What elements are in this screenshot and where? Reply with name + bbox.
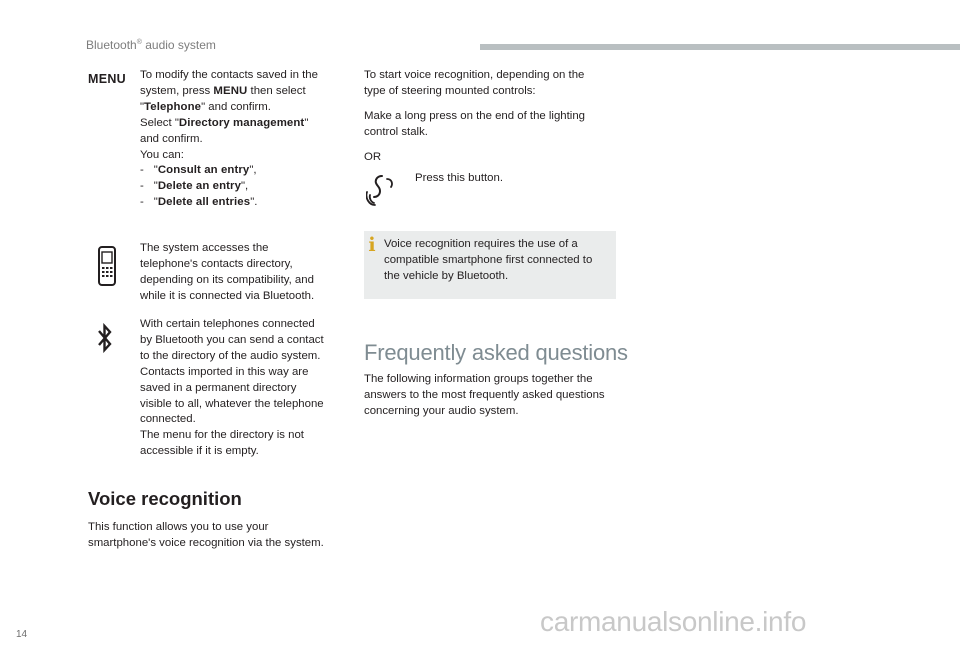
voice-button-icon (366, 172, 402, 206)
faq-heading: Frequently asked questions (364, 340, 628, 365)
press-button-text: Press this button. (415, 172, 504, 184)
faq-text: The following information groups together the answers to the most frequently asked questions concerning your audio system. (364, 373, 605, 417)
info-text: Voice recognition requires the use of a compatible smartphone first connected to the vehicle by Bluetooth. (384, 238, 593, 282)
start-voice-text: To start voice recognition, depending on the type of steering mounted controls: (364, 69, 585, 97)
bluetooth-icon (97, 323, 113, 353)
option-item: - "Consult an entry", (140, 164, 257, 177)
mobile-phone-icon (97, 246, 117, 286)
stalk-text: Make a long press on the end of the lighting control stalk. (364, 110, 585, 138)
option-item: - "Delete all entries". (140, 196, 258, 209)
info-icon: i (368, 234, 376, 256)
option-item: - "Delete an entry", (140, 180, 249, 193)
page-number: 14 (16, 629, 28, 640)
phone-directory-text: The system accesses the telephone's contacts directory, depending on its compatibility, and while it is connected via Bluetooth. (140, 242, 315, 302)
header-bar (480, 44, 960, 50)
menu-button-icon: MENU (88, 72, 127, 86)
section-header: Bluetooth® audio system (86, 38, 216, 52)
or-text: OR (364, 151, 382, 163)
bluetooth-contacts-text: With certain telephones connected by Bluetooth you can send a contact to the directory of the audio system. Contacts imported in this way are saved in a permanent directory visible to all, whatever the telephone connected. The menu for the directory is not accessible if it is empty. (140, 318, 324, 458)
watermark: carmanualsonline.info (540, 606, 807, 637)
voice-recognition-heading: Voice recognition (88, 488, 242, 509)
menu-instructions: To modify the contacts saved in the system, press MENU then select "Telephone" and confirm. Select "Directory management" and confirm. You can: - "Consult an entry", - "Delete an entry", - "Delete all entries". (140, 68, 340, 211)
voice-recognition-text: This function allows you to use your smartphone's voice recognition via the system. (88, 521, 324, 549)
